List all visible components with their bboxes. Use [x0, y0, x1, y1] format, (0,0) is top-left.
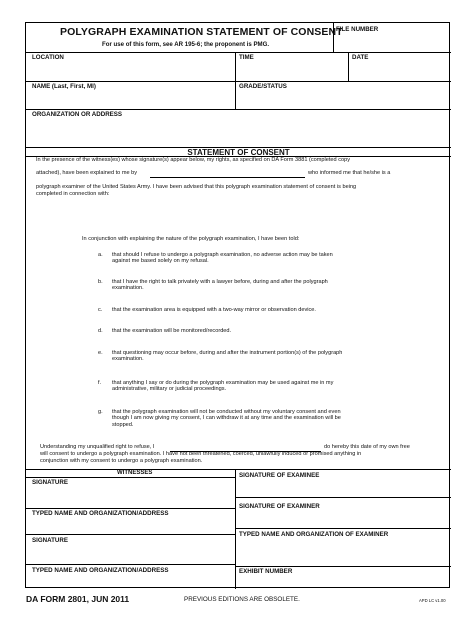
witness-2-signature-field[interactable] — [26, 544, 235, 564]
witness-2-typed-name-field[interactable] — [26, 574, 235, 588]
grade-status-field[interactable] — [235, 90, 451, 109]
witness-1-typed-name-field[interactable] — [26, 517, 235, 534]
item-g-text: that the polygraph examination will not be conducted without my voluntary consent and even though I am now giving my consent, I can withdraw it at any time and the examination will be stopped. — [112, 409, 341, 428]
closing-line-2: will consent to undergo a polygraph examination. I have not been threatened, coerced, unlawfully induced or promised anything in — [40, 451, 362, 457]
file-number-label: FILE NUMBER — [336, 26, 379, 33]
item-a-letter: a. — [98, 252, 103, 258]
name-field[interactable] — [26, 90, 235, 109]
version-tag: APD LC v1.00 — [419, 598, 446, 603]
examiner-name-blank[interactable] — [150, 177, 305, 178]
divider — [26, 508, 235, 509]
item-d-text: that the examination will be monitored/recorded. — [112, 328, 232, 334]
witness-2-typed-name-label: TYPED NAME AND ORGANIZATION/ADDRESS — [32, 567, 169, 574]
item-g-letter: g. — [98, 409, 103, 415]
name-label: NAME (Last, First, MI) — [32, 83, 96, 90]
examiner-typed-name-label: TYPED NAME AND ORGANIZATION OF EXAMINER — [239, 531, 389, 538]
divider — [26, 477, 235, 478]
item-f-text: that anything I say or do during the polygraph examination may be used against me in my administrative, military or judicial proceedings. — [112, 380, 334, 393]
consent-intro: In conjunction with explaining the nature of the polygraph examination, I have been told: — [82, 236, 300, 242]
examiner-signature-label: SIGNATURE OF EXAMINER — [239, 503, 320, 510]
statement-heading: STATEMENT OF CONSENT — [187, 148, 290, 157]
examinee-signature-field[interactable] — [235, 479, 451, 497]
divider — [26, 109, 451, 110]
date-field[interactable] — [348, 61, 451, 81]
item-f-letter: f. — [98, 380, 102, 386]
date-label: DATE — [352, 54, 369, 61]
divider — [235, 566, 451, 567]
divider — [26, 52, 451, 53]
divider — [26, 564, 235, 565]
divider — [26, 534, 235, 535]
item-d-letter: d. — [98, 328, 103, 334]
consent-line-1: In the presence of the witness(es) whose signature(s) appear below, my rights, as specified on DA Form 3881 (completed copy — [36, 157, 351, 163]
exhibit-number-field[interactable] — [235, 575, 451, 588]
closing-line-1b: do hereby this date of my own free — [324, 444, 410, 450]
examiner-typed-name-field[interactable] — [235, 538, 451, 566]
examinee-signature-label: SIGNATURE OF EXAMINEE — [239, 472, 320, 479]
connection-details-field[interactable] — [36, 200, 441, 232]
consent-line-3: polygraph examiner of the United States Army. I have been advised that this polygraph examination statement of consent is being — [36, 184, 357, 190]
divider — [26, 469, 451, 470]
item-c-text: that the examination area is equipped with a two-way mirror or observation device. — [112, 307, 316, 313]
time-label: TIME — [239, 54, 254, 61]
witness-2-signature-label: SIGNATURE — [32, 537, 68, 544]
location-field[interactable] — [26, 61, 235, 81]
closing-line-3: conjunction with my consent to undergo a polygraph examination. — [40, 458, 203, 464]
time-field[interactable] — [235, 61, 348, 81]
item-c-letter: c. — [98, 307, 103, 313]
consent-line-2b: who informed me that he/she is a — [308, 170, 391, 176]
editions-note: PREVIOUS EDITIONS ARE OBSOLETE. — [184, 596, 300, 603]
closing-line-1a: Understanding my unqualified right to refuse, I — [40, 444, 155, 450]
location-label: LOCATION — [32, 54, 64, 61]
item-a-text: that should I refuse to undergo a polygraph examination, no adverse action may be taken against me based solely on my refusal. — [112, 252, 333, 265]
form-title: POLYGRAPH EXAMINATION STATEMENT OF CONSENT — [60, 26, 343, 38]
consent-line-2a: attached), have been explained to me by — [36, 170, 138, 176]
item-e-text: that questioning may occur before, during and after the instrument portion(s) of the polygraph examination. — [112, 350, 343, 363]
item-e-letter: e. — [98, 350, 103, 356]
examiner-signature-field[interactable] — [235, 510, 451, 528]
form-subtitle: For use of this form, see AR 195-6; the proponent is PMG. — [102, 41, 270, 48]
form-number: DA FORM 2801, JUN 2011 — [26, 594, 130, 604]
witnesses-label: WITNESSES — [117, 470, 153, 476]
consent-form — [25, 22, 450, 588]
divider — [26, 81, 451, 82]
exhibit-number-label: EXHIBIT NUMBER — [239, 568, 293, 575]
organization-field[interactable] — [26, 118, 451, 147]
consent-line-4: completed in connection with: — [36, 191, 110, 197]
divider — [235, 528, 451, 529]
file-number-field[interactable] — [333, 30, 451, 52]
item-b-text: that I have the right to talk privately with a lawyer before, during and after the polygraph examination. — [112, 279, 328, 292]
organization-label: ORGANIZATION OR ADDRESS — [32, 111, 123, 118]
witness-1-signature-field[interactable] — [26, 486, 235, 508]
divider — [235, 497, 451, 498]
item-b-letter: b. — [98, 279, 103, 285]
grade-status-label: GRADE/STATUS — [239, 83, 287, 90]
witness-1-typed-name-label: TYPED NAME AND ORGANIZATION/ADDRESS — [32, 510, 169, 517]
witness-1-signature-label: SIGNATURE — [32, 479, 68, 486]
